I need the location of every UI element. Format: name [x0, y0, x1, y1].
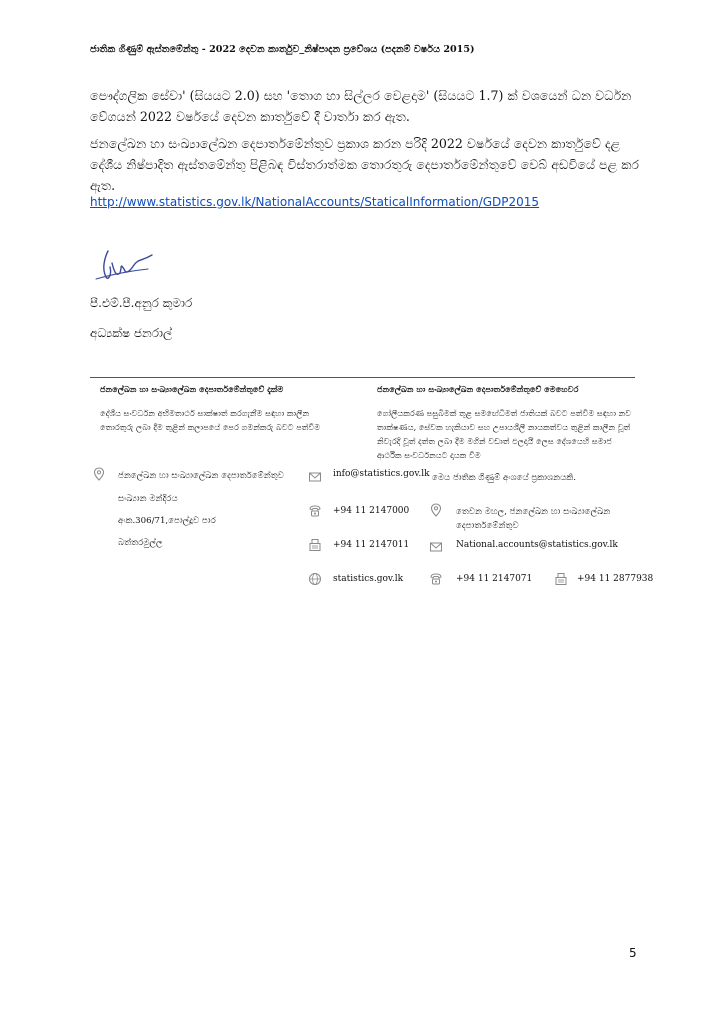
body-paragraph-publication: ජනලේඛන හා සංඛ්‍යාලේඛන දෙපාර්තමේන්තුව ප්‍රකාශ කරන පරිදි 2022 වර්ෂයේ දෙවන කාර්තුවේ දළ දේශීය නිෂ්පාදිත ඇස්තමේන්තු පිළිබඳ විස්තරාත්මක තොරතුරු දෙපාර්තමේන්තුවේ වෙබ් අඩවියේ පළ කර ඇත.: [90, 136, 640, 193]
address-line-2: සංඛ්‍යාන මන්දිරය: [118, 494, 178, 504]
mission-text: ගෝලීයකරණ පසුබිමක් තුළ සමඟේධිමත් ජාතියක් බවට පත්වීම සඳහා නව තාක්ෂණය, සේවක හැකියාව සහ උපායශීලී නායකත්වය තුළින් කාලීන වූත් නිවැරදි වූත් දත්ත ලබා දීම මගින් වඩාත් ඵලදායී ලෙස දේශයෙහි සමාජ ආර්ථික සංවර්ධනයට දායක වීම: [377, 408, 632, 460]
fax-icon: [308, 538, 322, 552]
vision-title: ජනලේඛන හා සංඛ්‍යාලේඛන දෙපාර්තමේන්තුවේ දැක්ම: [100, 384, 284, 394]
signatory-name: පී.එම්.පී.අනුර කුමාර: [90, 296, 193, 310]
signature-image: [90, 245, 160, 287]
vision-text: දේශීය සංවර්ධන අභිමතාර්ථ සාක්ෂාත් කරගැනීම සඳහා කාලීන තොරතුරු ලබා දීම තුළින් කලාපයේ පෙර ගමන්කරු බවට පත්වීම: [100, 408, 321, 432]
division-address-line-1: තෙවන මහල, ජනලේඛන හා සංඛ්‍යාලේඛන: [456, 507, 611, 517]
address-line-4: බත්තරමුල්ල: [118, 538, 163, 548]
mission-title: ජනලේඛන හා සංඛ්‍යාලේඛන දෙපාර්තමේන්තුවේ මෙහෙවර: [377, 384, 579, 394]
publisher-note: මෙය ජාතික ගිණුම් අංශයේ ප්‍රකාශනයකි.: [432, 473, 577, 483]
department-phone: +94 11 2147000: [333, 506, 410, 516]
envelope-icon: [429, 540, 443, 554]
globe-icon: [308, 572, 322, 586]
address-line-3: අංක.306/71,පොල්දූව පාර: [118, 516, 216, 526]
telephone-icon: [308, 504, 322, 518]
division-address-line-2: දෙපාර්තමේන්තුව: [456, 521, 519, 531]
fax-icon: [554, 572, 568, 586]
telephone-icon: [429, 572, 443, 586]
department-fax: +94 11 2147011: [333, 540, 410, 550]
gdp-link[interactable]: http://www.statistics.gov.lk/NationalAccounts/StaticalInformation/GDP2015: [90, 195, 540, 209]
location-pin-icon: [92, 467, 106, 481]
body-paragraph-growth: පෞද්ගලික සේවා' (සියයට 2.0) සහ 'තොග හා සිල්ලර වෙළදාම' (සියයට 1.7) ක් වශයෙන් ධන වර්ධන වේගයන් 2022 වර්ෂයේ දෙවන කාර්තුවේ දී වාර්තා කර ඇත.: [90, 88, 632, 124]
location-pin-icon: [429, 503, 443, 517]
signatory-title: අධ්‍යක්ෂ ජනරාල්: [90, 326, 173, 340]
division-fax: +94 11 2877938: [577, 574, 654, 584]
envelope-icon: [308, 470, 322, 484]
footer-divider: [90, 377, 635, 378]
department-email[interactable]: info@statistics.gov.lk: [333, 469, 430, 479]
division-email[interactable]: National.accounts@statistics.gov.lk: [456, 540, 618, 550]
department-website[interactable]: statistics.gov.lk: [333, 574, 404, 584]
page-number: 5: [629, 946, 637, 960]
address-line-1: ජනලේඛන හා සංඛ්‍යාලේඛන දෙපාර්තමේන්තුව: [118, 471, 284, 481]
division-phone: +94 11 2147071: [456, 574, 533, 584]
running-header: ජාතික ගිණුම් ඇස්තමේන්තු - 2022 දෙවන කාර්තුව_නිෂ්පාදන ප්‍රවේශය (පදනම් වර්ෂය 2015): [90, 44, 475, 55]
